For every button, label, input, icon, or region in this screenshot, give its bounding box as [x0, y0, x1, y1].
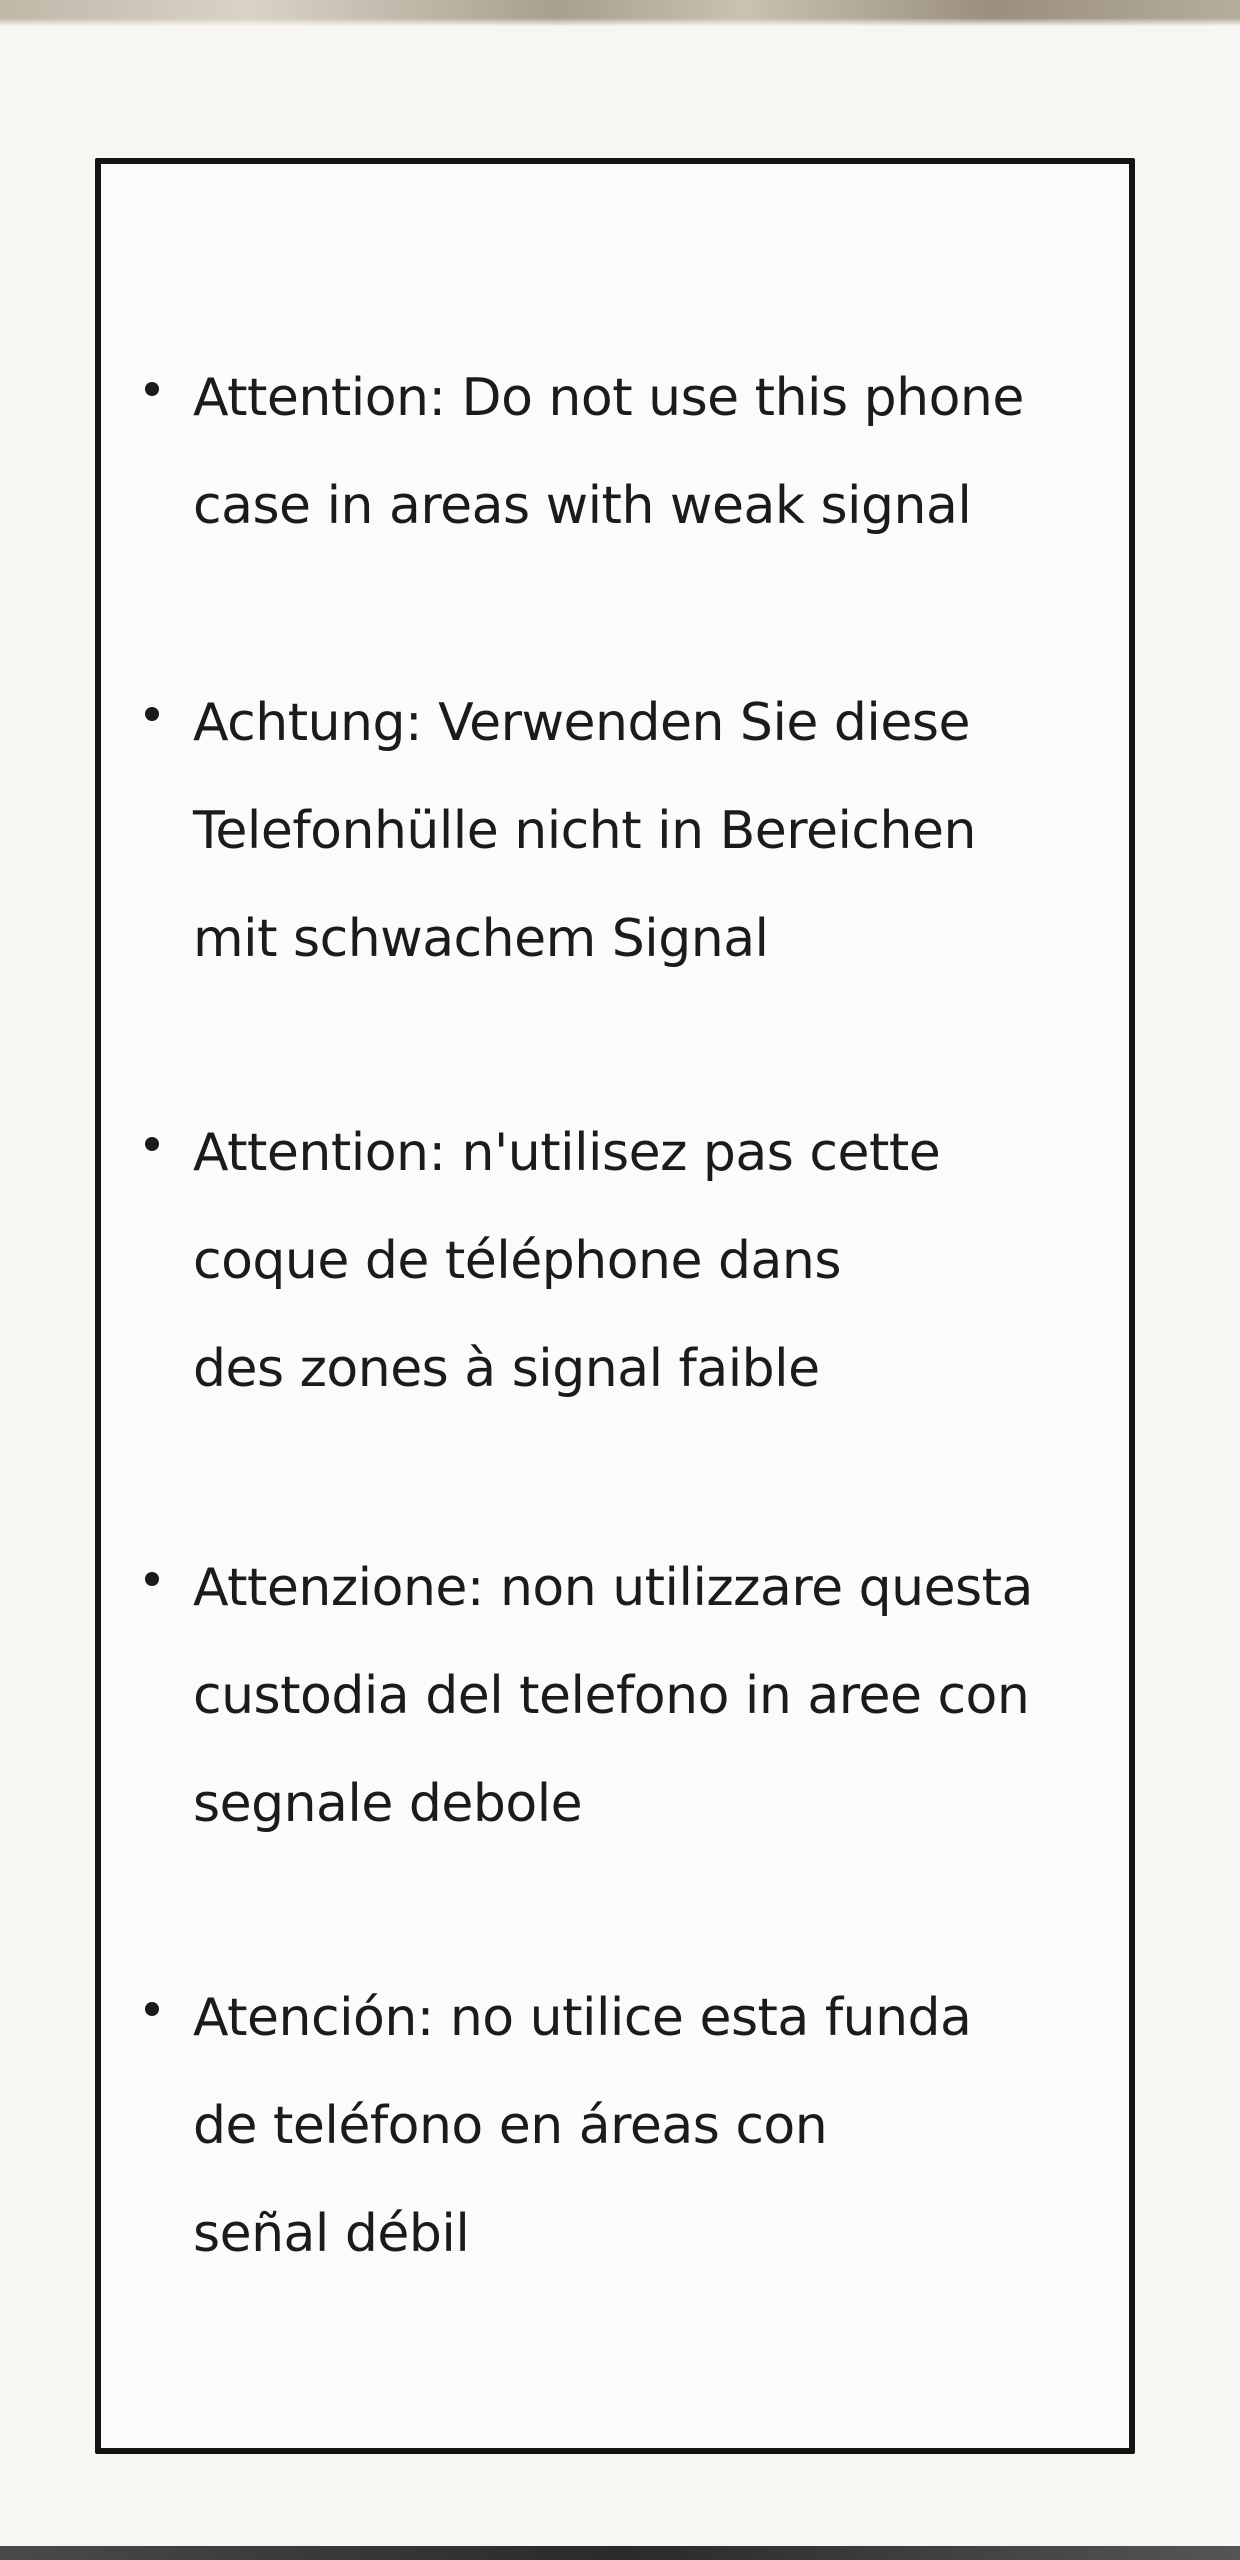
notice-line: Attenzione: non utilizzare questa — [193, 1558, 1033, 1618]
notice-line: Telefonhülle nicht in Bereichen — [193, 801, 976, 861]
notice-line: custodia del telefono in aree con — [193, 1666, 1030, 1726]
notice-line: segnale debole — [193, 1774, 583, 1834]
notice-text — [193, 1964, 1113, 2288]
bullet-icon — [145, 1137, 159, 1151]
notice-line: Attention: Do not use this phone — [193, 368, 1024, 428]
notice-text — [193, 1099, 1113, 1423]
notice-frame — [95, 158, 1135, 2454]
notice-line: señal débil — [193, 2204, 470, 2264]
notice-text — [193, 669, 1113, 993]
notice-line: mit schwachem Signal — [193, 909, 769, 969]
notice-line: Achtung: Verwenden Sie diese — [193, 693, 970, 753]
notice-line: case in areas with weak signal — [193, 476, 972, 536]
notice-text — [193, 344, 1113, 560]
card-top-edge — [0, 0, 1240, 26]
notice-line: des zones à signal faible — [193, 1339, 820, 1399]
bullet-icon — [145, 2002, 159, 2016]
notice-line: coque de téléphone dans — [193, 1231, 841, 1291]
notice-text — [193, 1534, 1113, 1858]
paper-card — [0, 26, 1240, 2546]
notice-line: Attention: n'utilisez pas cette — [193, 1123, 941, 1183]
notice-line: Atención: no utilice esta funda — [193, 1988, 972, 2048]
card-bottom-edge — [0, 2546, 1240, 2560]
bullet-icon — [145, 707, 159, 721]
bullet-icon — [145, 1572, 159, 1586]
notice-line: de teléfono en áreas con — [193, 2096, 828, 2156]
bullet-icon — [145, 382, 159, 396]
